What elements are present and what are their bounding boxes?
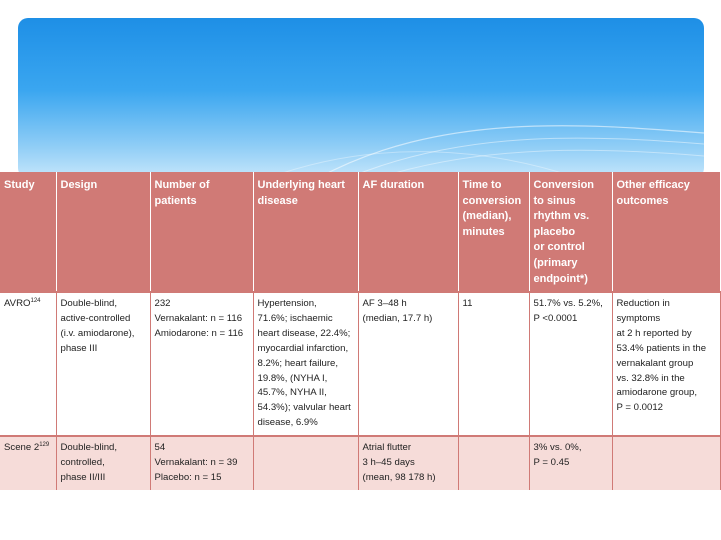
cell-heart-disease: Hypertension, 71.6%; ischaemic heart disease, 22.4%; myocardial infarction, 8.2%; heart failure, 19.8%, (NYHA I, 45.7%, NYHA II, 54.3%); valvular heart disease, 6.9% [253, 292, 358, 436]
cell-patients: 54 Vernakalant: n = 39 Placebo: n = 15 [150, 436, 253, 490]
header-other-efficacy-outcomes: Other efficacy outcomes [612, 172, 720, 292]
cell-time-to-conversion: 11 [458, 292, 529, 436]
cell-af-duration: Atrial flutter 3 h–45 days (mean, 98 178 h) [358, 436, 458, 490]
cell-other-outcomes: Reduction in symptoms at 2 h reported by 53.4% patients in the vernakalant group vs. 32.8% in the amiodarone group, P = 0.0012 [612, 292, 720, 436]
cell-conversion: 51.7% vs. 5.2%, P <0.0001 [529, 292, 612, 436]
cell-conversion: 3% vs. 0%, P = 0.45 [529, 436, 612, 490]
efficacy-table [0, 172, 721, 490]
cell-heart-disease [253, 436, 358, 490]
cell-study [0, 292, 56, 436]
table-row [0, 292, 720, 436]
header-number-of-patients: Number of patients [150, 172, 253, 292]
header-af-duration: AF duration [358, 172, 458, 292]
efficacy-table-container [0, 172, 720, 483]
header-underlying-heart-disease: Underlying heart disease [253, 172, 358, 292]
cell-af-duration: AF 3–48 h (median, 17.7 h) [358, 292, 458, 436]
header-conversion-to-sinus: Conversion to sinus rhythm vs. placebo or control (primary endpoint*) [529, 172, 612, 292]
cell-study [0, 436, 56, 490]
table-header-row [0, 172, 720, 292]
title-banner [18, 18, 704, 178]
header-study: Study [0, 172, 56, 292]
cell-time-to-conversion [458, 436, 529, 490]
cell-design: Double-blind, active-controlled (i.v. amiodarone), phase III [56, 292, 150, 436]
study-reference: 129 [39, 442, 50, 448]
cell-design: Double-blind, controlled, phase II/III [56, 436, 150, 490]
study-name: Scene 2 [4, 442, 40, 454]
study-reference: 124 [30, 298, 41, 305]
cell-other-outcomes [612, 436, 720, 490]
header-design: Design [56, 172, 150, 292]
table-row [0, 436, 720, 490]
banner-wave-decoration [18, 18, 704, 178]
study-name: AVRO [4, 298, 31, 310]
header-time-to-conversion: Time to conversion (median), minutes [458, 172, 529, 292]
cell-patients: 232 Vernakalant: n = 116 Amiodarone: n = 116 [150, 292, 253, 436]
